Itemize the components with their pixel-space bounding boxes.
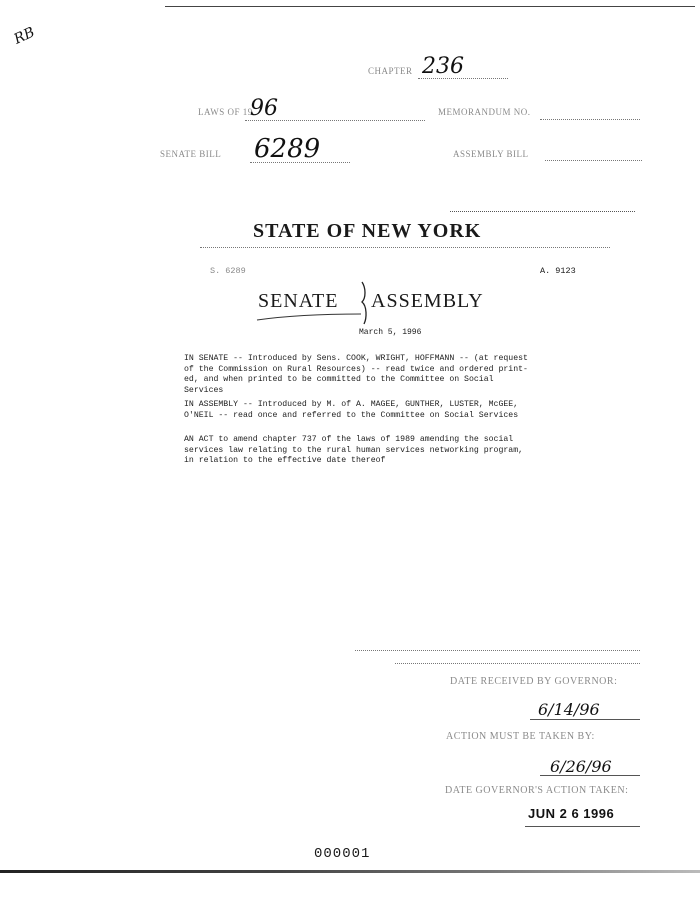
act-text-line: AN ACT to amend chapter 737 of the laws of 1989 amending the social — [184, 435, 514, 444]
senate-intro-line: of the Commission on Rural Resources) -- read twice and ordered print- — [184, 364, 528, 374]
lower-separator-1 — [355, 650, 640, 651]
date-received-value: 6/14/96 — [538, 700, 600, 719]
laws-of-line — [245, 120, 425, 121]
senate-bill-value: 6289 — [254, 134, 321, 164]
assembly-intro-line: IN ASSEMBLY -- Introduced by M. of A. MAGEE, GUNTHER, LUSTER, McGEE, — [184, 400, 519, 409]
action-by-value: 6/26/96 — [550, 757, 612, 776]
top-edge-line — [165, 6, 695, 7]
assembly-bill-label: ASSEMBLY BILL — [453, 149, 529, 159]
senate-intro-line: Services — [184, 385, 224, 395]
chapter-value: 236 — [422, 54, 464, 79]
heading-senate: SENATE — [258, 290, 339, 312]
assembly-intro-line: O'NEIL -- read once and referred to the Committee on Social Services — [184, 410, 519, 420]
assembly-number: A. 9123 — [540, 266, 576, 276]
assembly-intro — [184, 400, 624, 421]
act-text — [184, 435, 624, 467]
heading-assembly: ASSEMBLY — [371, 290, 484, 312]
chapter-line — [418, 78, 508, 79]
action-by-line — [540, 775, 640, 776]
top-separator — [450, 211, 635, 212]
memorandum-line — [540, 119, 640, 120]
act-text-line: services law relating to the rural human services networking program, — [184, 445, 524, 455]
senate-bill-label: SENATE BILL — [160, 149, 222, 159]
handwritten-initials: RB — [11, 24, 38, 48]
assembly-bill-line — [545, 160, 642, 161]
date-received-line — [530, 719, 640, 720]
senate-intro-line: ed, and when printed to be committed to the Committee on Social — [184, 375, 494, 384]
senate-number: S. 6289 — [210, 266, 246, 276]
page-number: 000001 — [314, 846, 371, 862]
memorandum-label: MEMORANDUM NO. — [438, 107, 531, 117]
bill-date: March 5, 1996 — [359, 328, 422, 337]
senate-bill-line — [250, 162, 350, 163]
action-by-label: ACTION MUST BE TAKEN BY: — [446, 731, 595, 742]
state-title-underline — [200, 247, 610, 248]
laws-of-value: 96 — [250, 96, 278, 121]
action-taken-line — [525, 826, 640, 827]
date-received-label: DATE RECEIVED BY GOVERNOR: — [450, 676, 618, 687]
action-taken-stamp: JUN 2 6 1996 — [528, 806, 615, 821]
senate-intro — [184, 354, 624, 396]
laws-of-label: LAWS OF 19 — [198, 107, 253, 117]
lower-separator-2 — [395, 663, 640, 664]
state-title: STATE OF NEW YORK — [253, 220, 482, 242]
senate-intro-line: IN SENATE -- Introduced by Sens. COOK, WRIGHT, HOFFMANN -- (at request — [184, 354, 528, 363]
bottom-scan-edge — [0, 870, 700, 873]
chapter-label: CHAPTER — [368, 66, 413, 76]
act-text-line: in relation to the effective date thereof — [184, 456, 386, 465]
signature-underline — [255, 310, 365, 324]
action-taken-label: DATE GOVERNOR'S ACTION TAKEN: — [445, 785, 629, 796]
